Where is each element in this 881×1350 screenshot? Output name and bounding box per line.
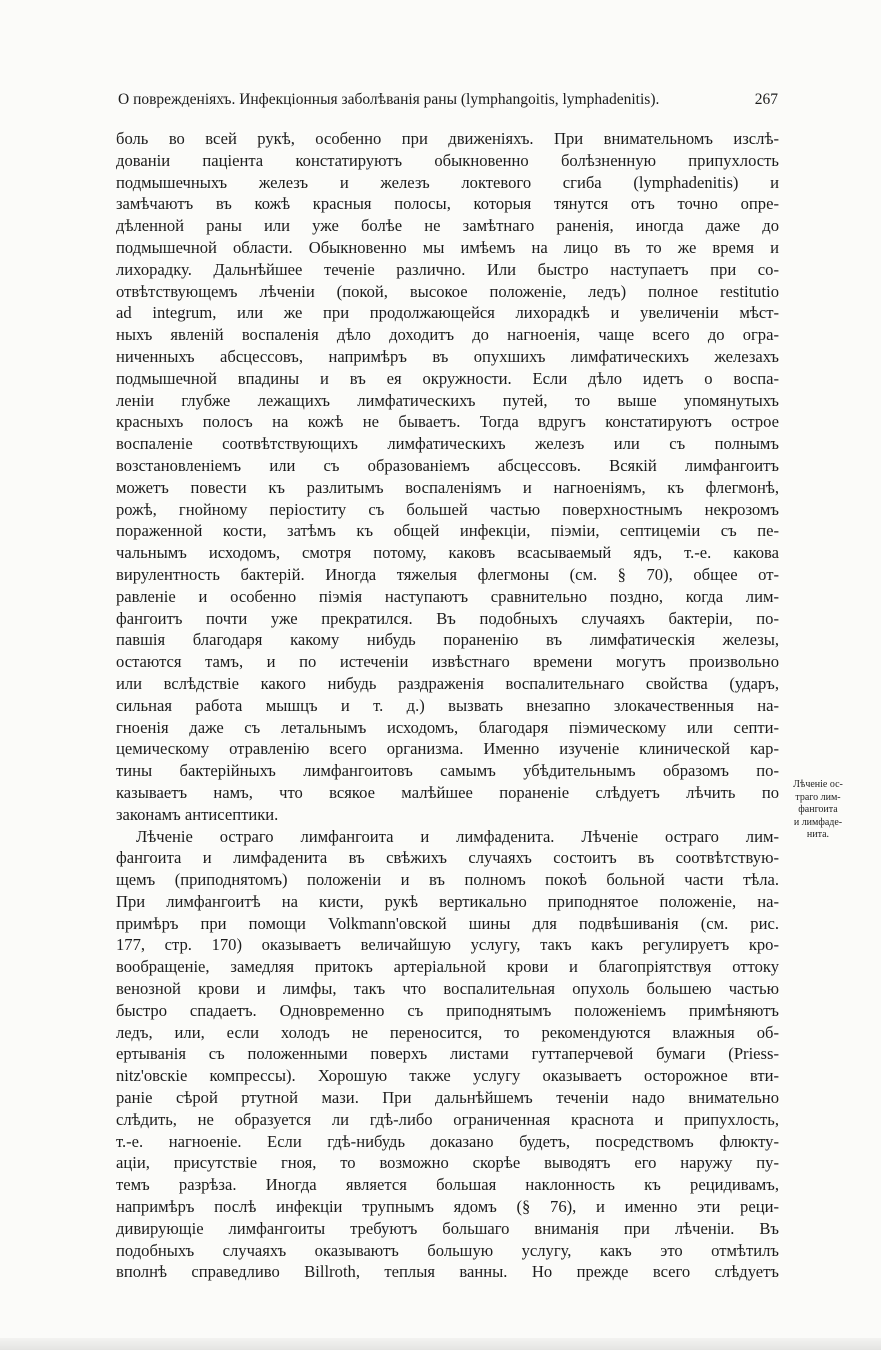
text-line: подмышечныхъ железъ и железъ локтевого сгиба (lymphadenitis) и [116, 172, 779, 192]
text-line: подобныхъ случаяхъ оказываютъ большую услугу, какъ это отмѣтилъ [116, 1240, 779, 1260]
text-line: щемъ (приподнятомъ) положеніи и въ полномъ покоѣ больной части тѣла. [116, 870, 779, 890]
text-line: леніи глубже лежащихъ лимфатическихъ путей, то выше упомянутыхъ [116, 390, 779, 410]
text-line: 177, стр. 170) оказываетъ величайшую услугу, такъ какъ регулируетъ кро- [116, 935, 779, 955]
text-line: павшія благодаря какому нибудь пораненію въ лимфатическія железы, [116, 630, 779, 650]
text-line: слѣдить, не образуется ли гдѣ-либо ограниченная краснота и припухлость, [116, 1109, 779, 1129]
margin-note-line: и лимфаде- [793, 816, 843, 828]
text-line: вполнѣ справедливо Billroth, теплыя ванны. Но прежде всего слѣдуетъ [116, 1262, 779, 1282]
text-line: При лимфангоитѣ на кисти, рукѣ вертикально приподнятое положеніе, на- [116, 891, 779, 911]
text-line: ниченныхъ абсцессовъ, напримѣръ въ опухшихъ лимфатическихъ железахъ [116, 346, 779, 366]
text-line: тины бактерійныхъ лимфангоитовъ самымъ убѣдительнымъ образомъ по- [116, 761, 779, 781]
text-line: ертыванія съ положенными поверхъ листами гуттаперчевой бумаги (Priess- [116, 1044, 779, 1064]
text-line: дѣленной раны или уже болѣе не замѣтнаго раненія, иногда даже до [116, 216, 779, 236]
margin-note-line: Лѣченіе ос- [793, 779, 843, 790]
text-line: темъ разрѣза. Иногда является большая наклонность къ рецидивамъ, [116, 1175, 779, 1195]
text-line: напримѣръ послѣ инфекціи трупнымъ ядомъ (§ 76), и именно эти реци- [116, 1197, 779, 1217]
text-line: или вслѣдствіе какого нибудь раздраженія воспалительнаго свойства (ударъ, [116, 673, 779, 693]
text-line: фангоита и лимфаденита въ свѣжихъ случаяхъ состоитъ въ соотвѣтствую- [116, 848, 779, 868]
text-line: ледъ, или, если холодъ не переносится, то рекомендуются влажныя об- [116, 1022, 779, 1042]
scan-bottom-edge [0, 1338, 881, 1350]
text-line: возстановленіемъ или съ образованіемъ абсцессовъ. Всякій лимфангоитъ [116, 455, 779, 475]
text-line: венозной крови и лимфы, такъ что воспалительная опухоль большею частью [116, 979, 779, 999]
text-line: казываетъ намъ, что всякое малѣйшее пораненіе слѣдуетъ лѣчить по [116, 782, 779, 802]
text-line: дивирующіе лимфангоиты требуютъ большаго вниманія при лѣченіи. Въ [116, 1218, 779, 1238]
text-line: остаются тамъ, и по истеченіи извѣстнаго времени могутъ произвольно [116, 652, 779, 672]
text-line: вирулентность бактерій. Иногда тяжелыя флегмоны (см. § 70), общее от- [116, 564, 779, 584]
text-line: равленіе и особенно піэмія наступаютъ сравнительно поздно, когда лим- [116, 586, 779, 606]
margin-note [783, 779, 853, 842]
page-number: 267 [754, 91, 778, 108]
margin-note-line: траго лим- [795, 791, 841, 803]
text-line: подмышечной впадины и въ ея окружности. Если дѣло идетъ о воспа- [116, 368, 779, 388]
text-line: nitz'овскіе компрессы). Хорошую также услугу оказываетъ осторожное вти- [116, 1066, 779, 1086]
running-header [118, 90, 778, 110]
text-line: примѣръ при помощи Volkmann'овской шины для подвѣшиванія (см. рис. [116, 913, 779, 933]
text-line: боль во всей рукѣ, особенно при движеніяхъ. При внимательномъ изслѣ- [116, 129, 779, 148]
text-line: сильная работа мышцъ и т. д.) вызвать внезапно злокачественныя на- [116, 695, 779, 715]
text-line: ныхъ явленій воспаленія дѣло доходитъ до нагноенія, чаще всего до огра- [116, 325, 779, 345]
text-line [116, 1283, 779, 1305]
text-line: гноенія даже съ летальнымъ исходомъ, благодаря піэмическому или септи- [116, 717, 779, 737]
text-line: замѣчаютъ въ кожѣ красныя полосы, которыя тянутся отъ точно опре- [116, 194, 779, 214]
text-line: аціи, присутствіе гноя, то возможно скорѣе выводятъ его наружу пу- [116, 1153, 779, 1173]
body-text [116, 128, 779, 1305]
text-line: лихорадку. Дальнѣйшее теченіе различно. Или быстро наступаетъ при со- [116, 259, 779, 279]
section-start-line: Лѣченіе остраго лимфангоита и лимфаденита. Лѣченіе остраго лим- [136, 826, 779, 846]
paragraph-end-line: законамъ антисептики. [116, 804, 279, 824]
header-title: О поврежденіяхъ. Инфекціонныя заболѣванія раны (lymphangoitis, lymphadenitis). [118, 91, 660, 108]
text-line: красныхъ полосъ на кожѣ не бываетъ. Тогда вдругъ констатируютъ острое [116, 412, 779, 432]
text-line: быстро спадаетъ. Одновременно съ приподнятымъ положеніемъ примѣняютъ [116, 1000, 779, 1020]
text-line: цемическому отравленію всего организма. Именно изученіе клинической кар- [116, 739, 779, 759]
text-line: дованіи паціента констатируютъ обыкновенно болѣзненную припухлость [116, 150, 779, 170]
margin-note-line: нита. [806, 829, 830, 840]
text-line: отвѣтствующемъ лѣченіи (покой, высокое положеніе, ледъ) полное restitutio [116, 281, 779, 301]
text-line: раніе сѣрой ртутной мази. При дальнѣйшемъ теченіи надо внимательно [116, 1088, 779, 1108]
text-line: ad integrum, или же при продолжающейся лихорадкѣ и увеличеніи мѣст- [116, 303, 779, 323]
text-line: пораженной кости, затѣмъ къ общей инфекціи, піэміи, септицеміи съ пе- [116, 521, 779, 541]
text-line: т.-е. нагноеніе. Если гдѣ-нибудь доказано будетъ, посредствомъ флюкту- [116, 1131, 779, 1151]
text-line: рожѣ, гнойному періоститу съ большей частью поверхностнымъ некрозомъ [116, 499, 779, 519]
text-line: можетъ повести къ разлитымъ воспаленіямъ и нагноеніямъ, къ флегмонѣ, [116, 477, 779, 497]
text-line: фангоитъ почти уже прекратился. Въ подобныхъ случаяхъ бактеріи, по- [116, 608, 779, 628]
text-line: подмышечной области. Обыкновенно мы имѣемъ на лицо въ то же время и [116, 237, 779, 257]
text-line: вообращеніе, замедляя притокъ артеріальной крови и благопріятствуя оттоку [116, 957, 779, 977]
text-line: воспаленіе соотвѣтствующихъ лимфатическихъ железъ или съ полнымъ [116, 434, 779, 454]
text-line: чальнымъ исходомъ, смотря потому, каковъ всасываемый ядъ, т.-е. какова [116, 543, 779, 563]
margin-note-line: фангоита [798, 804, 838, 815]
